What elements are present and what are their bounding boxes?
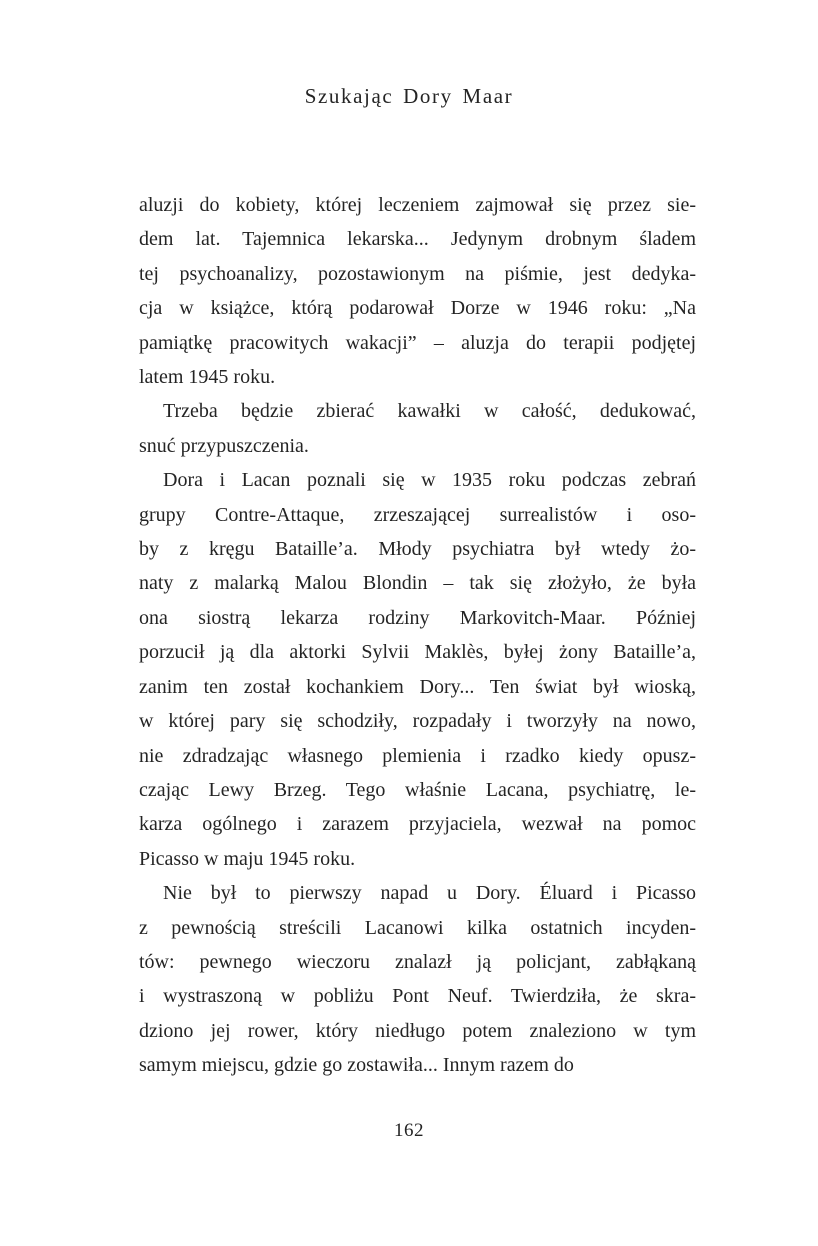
text-line: snuć przypuszczenia. — [139, 434, 309, 457]
text-line: dziono jej rower, który niedługo potem znaleziono w tym — [139, 1019, 696, 1042]
paragraph — [139, 188, 696, 394]
text-line: Trzeba będzie zbierać kawałki w całość, dedukować, — [163, 400, 696, 423]
text-line: nie zdradzając własnego plemienia i rzadko kiedy opusz- — [139, 744, 696, 767]
text-line: tów: pewnego wieczoru znalazł ją policjant, zabłąkaną — [139, 950, 696, 973]
text-line: by z kręgu Bataille’a. Młody psychiatra był wtedy żo- — [139, 538, 696, 561]
text-line: Picasso w maju 1945 roku. — [139, 847, 356, 870]
text-line: cja w książce, którą podarował Dorze w 1946 roku: „Na — [139, 297, 696, 320]
text-line: czając Lewy Brzeg. Tego właśnie Lacana, psychiatrę, le- — [139, 778, 696, 801]
paragraph — [139, 463, 696, 876]
text-line: Nie był to pierwszy napad u Dory. Éluard i Picasso — [163, 882, 696, 905]
text-line: z pewnością streścili Lacanowi kilka ostatnich incyden- — [139, 916, 696, 939]
text-line: pamiątkę pracowitych wakacji” – aluzja do terapii podjętej — [139, 331, 696, 354]
text-line: i wystraszoną w pobliżu Pont Neuf. Twierdziła, że skra- — [139, 985, 696, 1008]
text-line: dem lat. Tajemnica lekarska... Jedynym drobnym śladem — [139, 228, 696, 251]
text-line: ona siostrą lekarza rodziny Markovitch-Maar. Później — [139, 606, 696, 629]
text-line: tej psychoanalizy, pozostawionym na piśmie, jest dedyka- — [139, 262, 696, 285]
text-line: porzucił ją dla aktorki Sylvii Maklès, byłej żony Bataille’a, — [139, 641, 696, 664]
text-block — [139, 188, 696, 1083]
text-line: w której pary się schodziły, rozpadały i tworzyły na nowo, — [139, 710, 696, 733]
text-line: samym miejscu, gdzie go zostawiła... Innym razem do — [139, 1054, 574, 1077]
text-line: naty z malarką Malou Blondin – tak się złożyło, że była — [139, 572, 696, 595]
text-line: latem 1945 roku. — [139, 366, 276, 389]
text-line: karza ogólnego i zarazem przyjaciela, wezwał na pomoc — [139, 813, 696, 836]
text-line: grupy Contre-Attaque, zrzeszającej surrealistów i oso- — [139, 503, 696, 526]
paragraph — [139, 394, 696, 463]
paragraph — [139, 876, 696, 1082]
page-number: 162 — [394, 1120, 424, 1141]
running-head: Szukając Dory Maar — [304, 84, 514, 108]
text-line: zanim ten został kochankiem Dory... Ten świat był wioską, — [139, 675, 696, 698]
text-line: Dora i Lacan poznali się w 1935 roku podczas zebrań — [163, 469, 696, 492]
text-line: aluzji do kobiety, której leczeniem zajmował się przez sie- — [139, 194, 696, 216]
